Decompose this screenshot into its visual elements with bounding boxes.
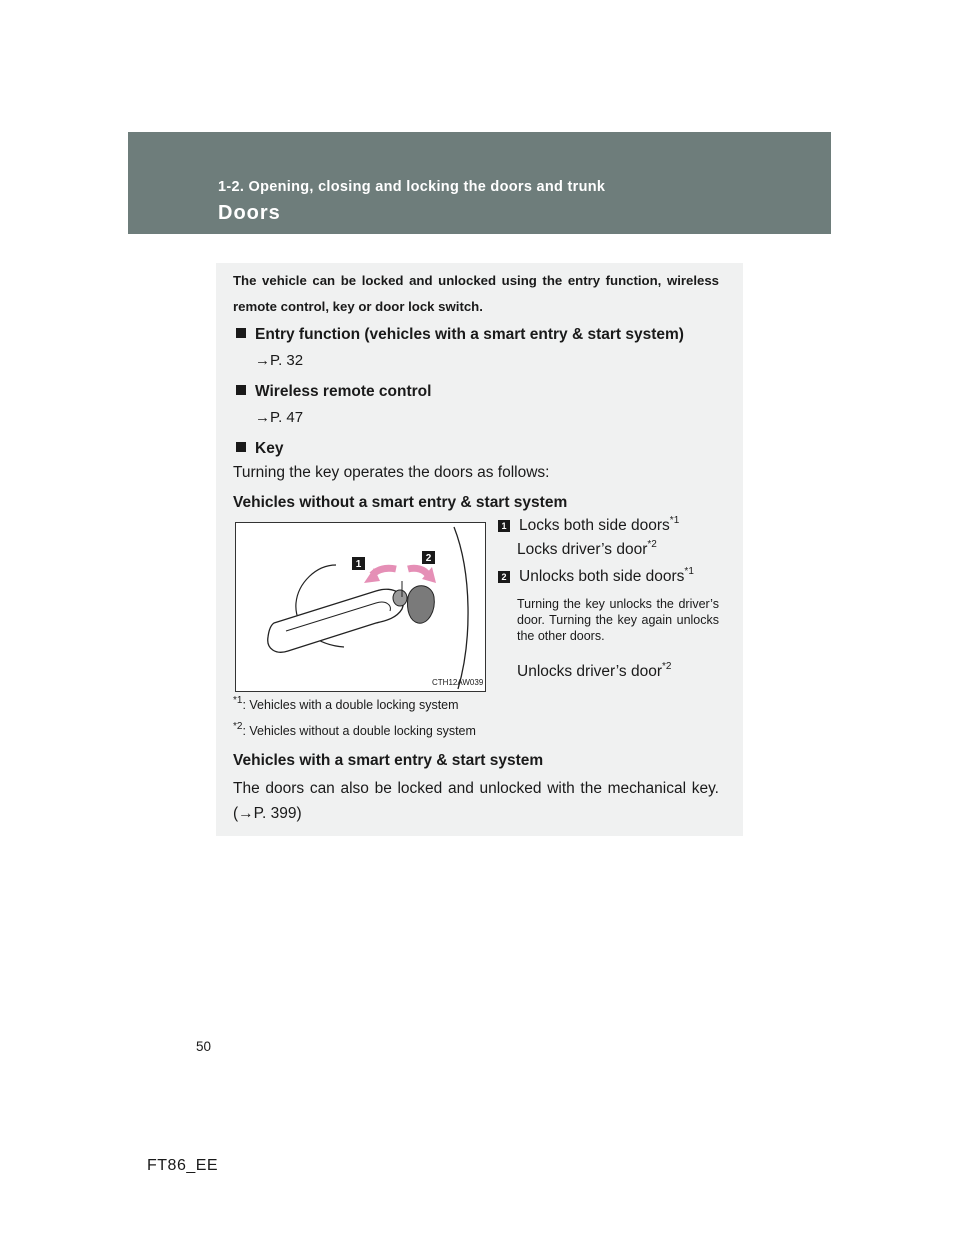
content-panel — [216, 263, 743, 836]
footnote-1: $^{*1}$: Vehicles with a double locking system — [233, 695, 459, 713]
entry-function-heading: Entry function (vehicles with a smart entry & start system) — [236, 326, 684, 344]
intro-text: The vehicle can be locked and unlocked using the entry function, wireless remote control, key or door lock switch. — [233, 273, 719, 314]
entry-function-ref: →P. 32 — [255, 352, 304, 369]
bullet-square-icon — [236, 328, 246, 338]
step1-lock-both: 1 Locks both side doors$^{*1}$ — [498, 516, 679, 535]
door-handle-illustration — [236, 523, 485, 691]
section-label: 1-2. Opening, closing and locking the doors and trunk — [218, 179, 606, 195]
footnote-2: $^{*2}$: Vehicles without a double locking system — [233, 721, 476, 739]
figure-code: CTH12AW039 — [432, 678, 484, 687]
bullet-square-icon — [236, 385, 246, 395]
manual-code: FT86_EE — [147, 1157, 219, 1174]
with-smart-entry-text: The doors can also be locked and unlocked with the mechanical key. (→P. 399) — [233, 780, 719, 822]
without-smart-entry-heading: Vehicles without a smart entry & start system — [233, 494, 568, 511]
bullet-square-icon — [236, 442, 246, 452]
page-number: 50 — [196, 1039, 212, 1054]
key-heading: Key — [236, 440, 283, 458]
callout-1-label: 1 — [355, 559, 362, 570]
step1-lock-driver: Locks driver’s door$^{*2}$ — [517, 539, 657, 559]
step2-marker: 2 — [498, 571, 510, 583]
remote-heading: Wireless remote control — [236, 383, 431, 401]
key-text: Turning the key operates the doors as follows: — [233, 464, 550, 481]
step2-note: Turning the key unlocks the driver’s door. Turning the key again unlocks the other doors. — [517, 597, 719, 643]
remote-ref: →P. 47 — [255, 409, 304, 426]
step2-unlock-both: 2 Unlocks both side doors$^{*1}$ — [498, 567, 694, 586]
step2-unlock-driver: Unlocks driver’s door$^{*2}$ — [517, 661, 672, 681]
step1-marker: 1 — [498, 520, 510, 532]
with-smart-entry-heading: Vehicles with a smart entry & start system — [233, 752, 544, 769]
callout-2-label: 2 — [425, 553, 432, 564]
key-turning-illustration — [235, 522, 486, 692]
page-title: Doors — [218, 202, 281, 224]
chapter-header — [128, 132, 831, 234]
